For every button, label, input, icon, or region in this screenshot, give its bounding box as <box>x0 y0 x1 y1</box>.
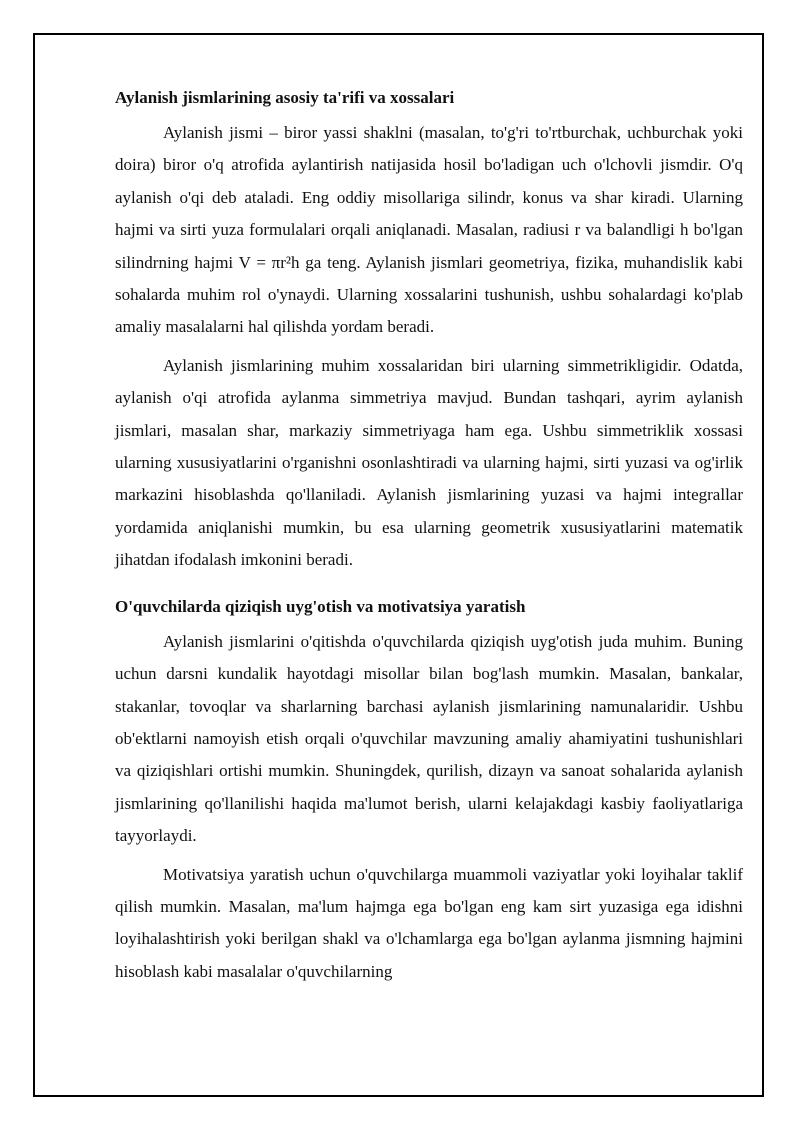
paragraph-definition: Aylanish jismi – biror yassi shaklni (masalan, to'g'ri to'rtburchak, uchburchak yoki doira) biror o'q atrofida aylantirish natijasida hosil bo'ladigan uch o'lchovli jismdir. O'q aylanish o'qi deb ataladi. Eng oddiy misollariga silindr, konus va shar kiradi. Ularning hajmi va sirti yuza formulalari orqali aniqlanadi. Masalan, radiusi r va balandligi h bo'lgan silindrning hajmi V = πr²h ga teng. Aylanish jismlari geometriya, fizika, muhandislik kabi sohalarda muhim rol o'ynaydi. Ularning xossalarini tushunish, ushbu sohalardagi ko'plab amaliy masalalarni hal qilishda yordam beradi. <box>115 123 743 337</box>
section-heading-motivation: O'quvchilarda qiziqish uyg'otish va motivatsiya yaratish <box>115 596 526 616</box>
paragraph-symmetry: Aylanish jismlarining muhim xossalaridan biri ularning simmetrikligidir. Odatda, aylanish o'qi atrofida aylanma simmetriya mavjud. Bundan tashqari, ayrim aylanish jismlari, masalan shar, markaziy simmetriyaga ham ega. Ushbu simmetriklik xossasi ularning xususiyatlarini o'rganishni osonlashtiradi va ularning hajmi, sirti yuzasi va og'irlik markazini hisoblashda qo'llaniladi. Aylanish jismlarining yuzasi va hajmi integrallar yordamida aniqlanishi mumkin, bu esa ularning geometrik xususiyatlarini matematik jihatdan ifodalash imkonini beradi. <box>115 355 743 570</box>
document-body <box>115 84 743 988</box>
section-heading-definition: Aylanish jismlarining asosiy ta'rifi va xossalari <box>115 88 455 107</box>
paragraph-interest: Aylanish jismlarini o'qitishda o'quvchilarda qiziqish uyg'otish juda muhim. Buning uchun darsni kundalik hayotdagi misollar bilan bog'lash mumkin. Masalan, bankalar, stakanlar, tovoqlar va sharlarning barchasi aylanish jismlarining namunalaridir. Ushbu ob'ektlarni namoyish etish orqali o'quvchilar mavzuning amaliy ahamiyatini tushunishlari va qiziqishlari ortishi mumkin. Shuningdek, qurilish, dizayn va sanoat sohalarida aylanish jismlarining qo'llanilishi haqida ma'lumot berish, ularni kelajakdagi kasbiy faoliyatlariga tayyorlaydi. <box>115 631 743 846</box>
paragraph-motivation: Motivatsiya yaratish uchun o'quvchilarga muammoli vaziyatlar yoki loyihalar taklif qilish mumkin. Masalan, ma'lum hajmga ega bo'lgan eng kam sirt yuzasiga ega idishni loyihalashtirish yoki berilgan shakl va o'lchamlarga ega bo'lgan aylanma jismning hajmini hisoblash kabi masalalar o'quvchilarning <box>115 864 743 981</box>
